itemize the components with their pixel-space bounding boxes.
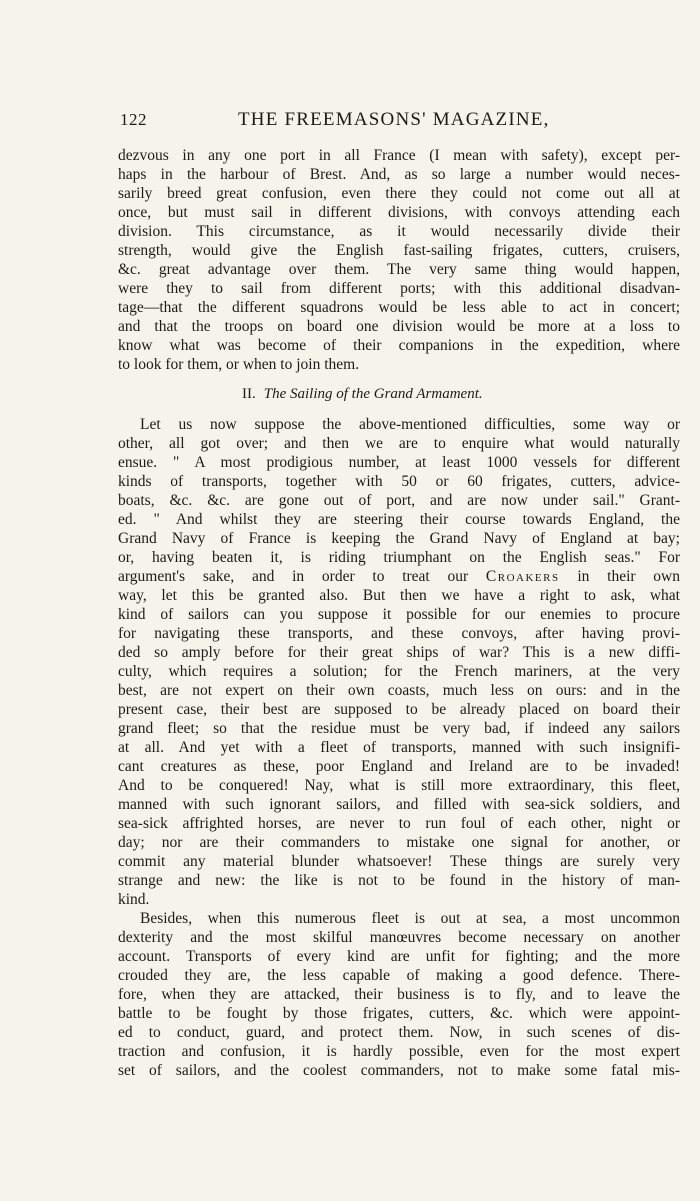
- text-line: kind of sailors can you suppose it possible for our enemies to procure: [118, 606, 680, 623]
- text-line: best, are not expert on their own coasts, much less on ours: and in the: [118, 682, 680, 699]
- text-line: way, let this be granted also. But then we have a right to ask, what: [118, 587, 680, 604]
- text-line-with-smallcaps: [118, 567, 680, 586]
- text-segment: in their own: [559, 568, 680, 585]
- text-line: crouded they are, the less capable of making a good defence. There-: [118, 967, 680, 984]
- body-text: [118, 146, 680, 1080]
- text-line: division. This circumstance, as it would necessarily divide their: [118, 223, 680, 240]
- text-line: ed. " And whilst they are steering their course towards England, the: [118, 511, 680, 528]
- page-header: [120, 110, 590, 134]
- text-line: Let us now suppose the above-mentioned difficulties, some way or: [140, 416, 680, 433]
- text-line: manned with such ignorant sailors, and filled with sea-sick soldiers, and: [118, 796, 680, 813]
- text-line: for navigating these transports, and these convoys, after having provi-: [118, 625, 680, 642]
- text-line: to look for them, or when to join them.: [118, 356, 360, 373]
- text-line: know what was become of their companions in the expedition, where: [118, 337, 680, 354]
- text-line: haps in the harbour of Brest. And, as so large a number would neces-: [118, 166, 680, 183]
- text-line: battle to be fought by those frigates, cutters, &c. which were appoint-: [118, 1005, 680, 1022]
- text-line: And to be conquered! Nay, what is still more extraordinary, this fleet,: [118, 777, 680, 794]
- text-line: ensue. " A most prodigious number, at least 1000 vessels for different: [118, 454, 680, 471]
- text-line: ed to conduct, guard, and protect them. Now, in such scenes of dis-: [118, 1024, 680, 1041]
- text-line: and that the troops on board one division would be more at a loss to: [118, 318, 680, 335]
- text-line: cant creatures as these, poor England and Ireland are to be invaded!: [118, 758, 680, 775]
- text-line: dezvous in any one port in all France (I mean with safety), except per-: [118, 147, 680, 164]
- text-line: tage—that the different squadrons would be less able to act in concert;: [118, 299, 680, 316]
- text-line: dexterity and the most skilful manœuvres become necessary on another: [118, 929, 680, 946]
- text-line: ded so amply before for their great ships of war? This is a new diffi-: [118, 644, 680, 661]
- text-line: &c. great advantage over them. The very same thing would happen,: [118, 261, 680, 278]
- text-line: at all. And yet with a fleet of transports, manned with such insignifi-: [118, 739, 680, 756]
- text-line: or, having beaten it, is riding triumphant on the English seas." For: [118, 549, 680, 566]
- text-line: sea-sick affrighted horses, are never to run foul of each other, night or: [118, 815, 680, 832]
- text-line: kinds of transports, together with 50 or 60 frigates, cutters, advice-: [118, 473, 680, 490]
- text-line: culty, which requires a solution; for the French mariners, at the very: [118, 663, 680, 680]
- page-number: 122: [120, 110, 147, 129]
- text-line: day; nor are their commanders to mistake one signal for another, or: [118, 834, 680, 851]
- text-line: Besides, when this numerous fleet is out at sea, a most uncommon: [140, 910, 680, 927]
- text-segment: argument's sake, and in order to treat our: [118, 568, 486, 585]
- section-title: The Sailing of the Grand Armament.: [263, 386, 483, 402]
- text-line: fore, when they are attacked, their business is to fly, and to leave the: [118, 986, 680, 1003]
- text-line: other, all got over; and then we are to enquire what would naturally: [118, 435, 680, 452]
- text-line: sarily breed great confusion, even there they could not come out all at: [118, 185, 680, 202]
- section-number: II.: [242, 386, 256, 402]
- section-heading: [118, 382, 680, 406]
- text-line: once, but must sail in different divisions, with convoys attending each: [118, 204, 680, 221]
- text-line: strength, would give the English fast-sailing frigates, cutters, cruisers,: [118, 242, 680, 259]
- paragraph-3: [118, 909, 680, 1080]
- text-line: Grand Navy of France is keeping the Grand Navy of England at bay;: [118, 530, 680, 547]
- text-line: commit any material blunder whatsoever! These things are surely very: [118, 853, 680, 870]
- smallcaps-word: Croakers: [485, 568, 560, 585]
- text-line: boats, &c. &c. are gone out of port, and are now under sail." Grant-: [118, 492, 680, 509]
- text-line: traction and confusion, it is hardly possible, even for the most expert: [118, 1043, 680, 1060]
- text-line: kind.: [118, 891, 150, 908]
- text-line: strange and new: the like is not to be found in the history of man-: [118, 872, 680, 889]
- text-line: set of sailors, and the coolest commanders, not to make some fatal mis-: [118, 1062, 680, 1079]
- text-line: grand fleet; so that the residue must be very bad, if indeed any sailors: [118, 720, 680, 737]
- paragraph-1: [118, 146, 680, 374]
- text-line: account. Transports of every kind are unfit for fighting; and the more: [118, 948, 680, 965]
- text-line: were they to sail from different ports; with this additional disadvan-: [118, 280, 680, 297]
- running-title: THE FREEMASONS' MAGAZINE,: [238, 109, 550, 130]
- paragraph-2: [118, 415, 680, 909]
- text-line: present case, their best are supposed to be already placed on board their: [118, 701, 680, 718]
